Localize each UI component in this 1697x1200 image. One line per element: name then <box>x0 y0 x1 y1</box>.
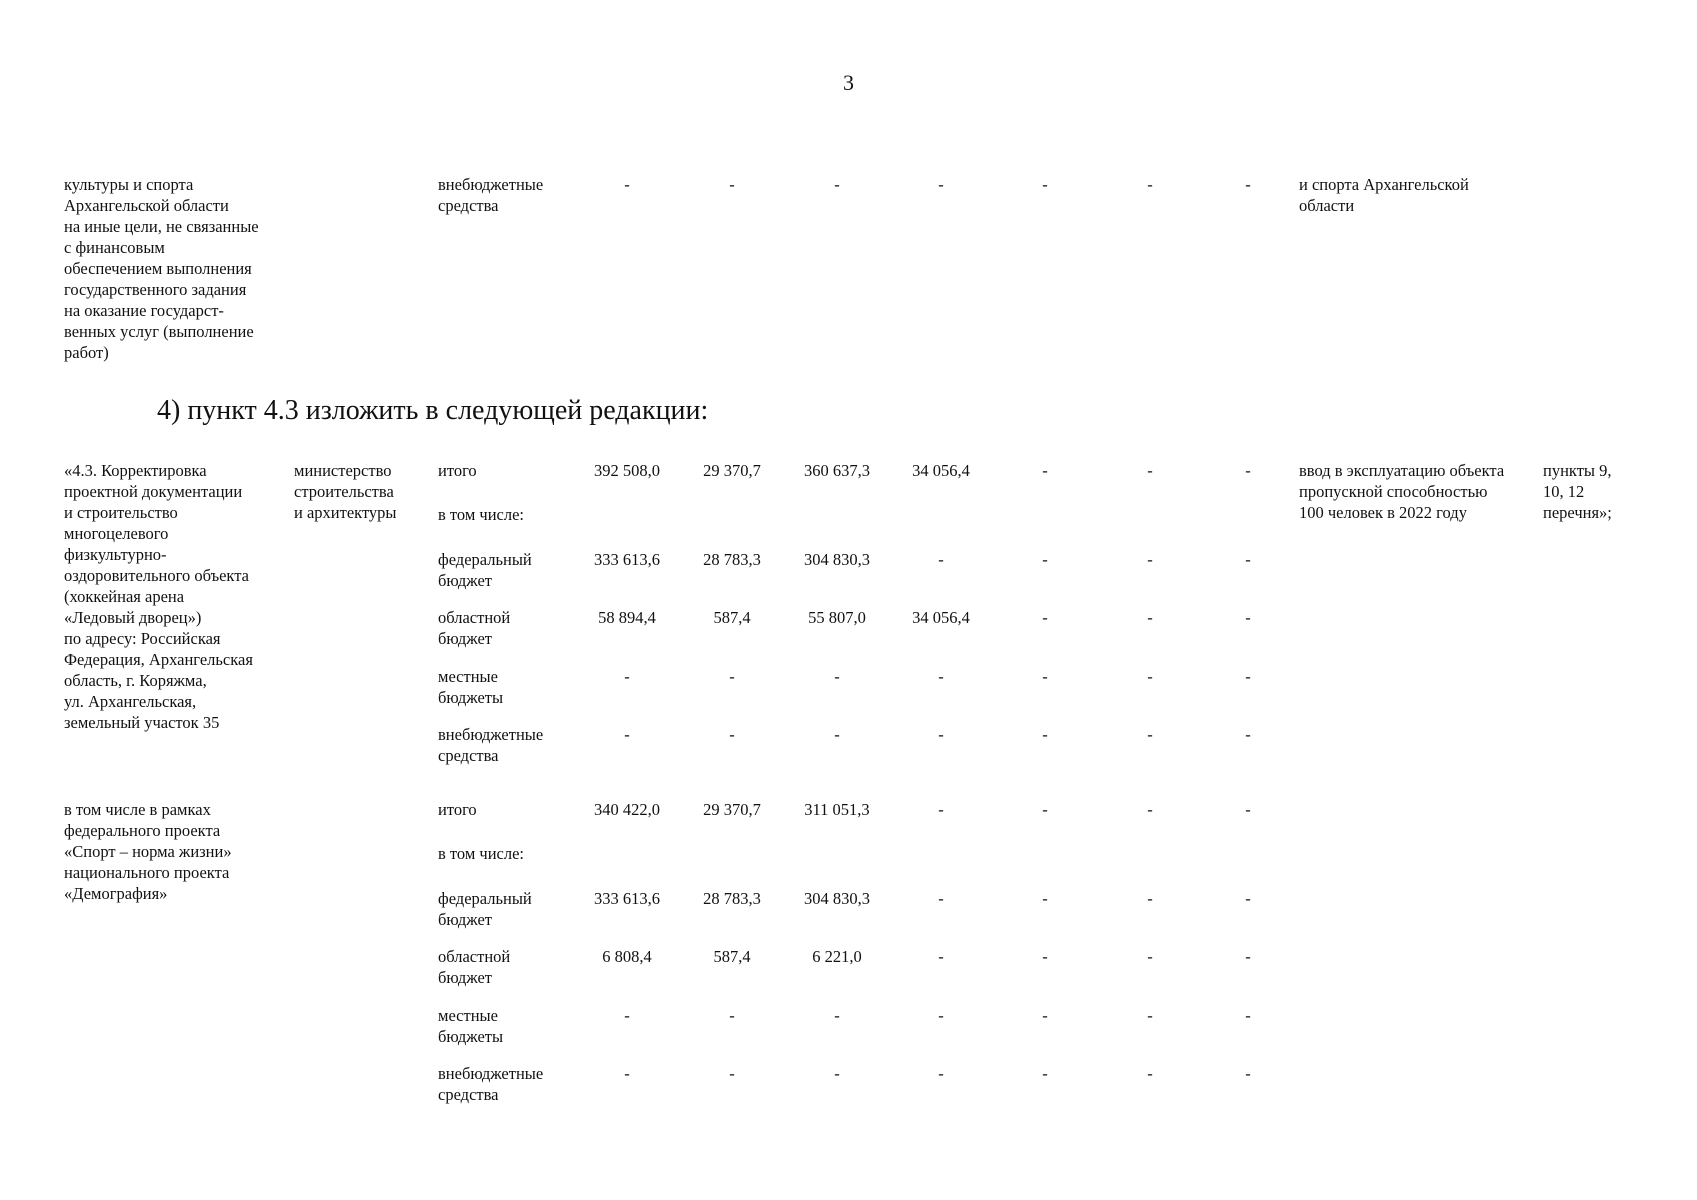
table-cell: - <box>624 667 630 686</box>
table-cell: - <box>624 1006 630 1025</box>
table-cell: 6 808,4 <box>602 947 652 966</box>
table-cell: - <box>1245 550 1251 569</box>
section1-measure: «4.3. Корректировка проектной документации и строительство многоцелевого физкультурно- оздоровительного объекта (хоккейная арена «Ледовый дворец») по адресу: Российская Федерация, Архангельская область, г. Коряжма, ул. Архангельская, земельный участок 35 <box>64 461 253 732</box>
funding-source-label: местные бюджеты <box>438 667 504 707</box>
section2-measure: в том числе в рамках федерального проекта «Спорт – норма жизни» национального проекта «Демография» <box>64 800 232 903</box>
top-row-value: - <box>1042 175 1048 194</box>
table-cell: - <box>1245 725 1251 744</box>
table-cell: - <box>1147 461 1153 480</box>
page-number: 3 <box>843 70 854 95</box>
top-row-value: - <box>1245 175 1251 194</box>
funding-source-label: внебюджетные средства <box>438 1064 544 1104</box>
top-row-value: - <box>834 175 840 194</box>
table-cell: 28 783,3 <box>703 889 761 908</box>
table-cell: - <box>938 725 944 744</box>
top-row-value: - <box>1147 175 1153 194</box>
table-cell: - <box>1042 550 1048 569</box>
table-cell: - <box>938 889 944 908</box>
top-row-result: и спорта Архангельской области <box>1299 175 1469 215</box>
table-cell: - <box>1042 800 1048 819</box>
table-cell: - <box>729 667 735 686</box>
funding-source-label: федеральный бюджет <box>438 550 532 590</box>
section1-executor: министерство строительства и архитектуры <box>294 461 397 522</box>
table-cell: - <box>1042 725 1048 744</box>
table-cell: - <box>834 1064 840 1083</box>
funding-source-label: итого <box>438 461 477 480</box>
table-cell: - <box>938 1006 944 1025</box>
table-cell: - <box>729 725 735 744</box>
table-cell: 311 051,3 <box>804 800 870 819</box>
table-cell: - <box>729 1064 735 1083</box>
table-cell: 34 056,4 <box>912 608 970 627</box>
table-cell: - <box>1147 800 1153 819</box>
funding-source-label: в том числе: <box>438 844 525 863</box>
table-cell: - <box>1147 725 1153 744</box>
table-cell: 6 221,0 <box>812 947 862 966</box>
funding-source-label: федеральный бюджет <box>438 889 532 929</box>
table-cell: - <box>1245 889 1251 908</box>
table-cell: 392 508,0 <box>594 461 660 480</box>
top-row-value: - <box>938 175 944 194</box>
table-cell: 29 370,7 <box>703 800 761 819</box>
table-cell: - <box>1245 461 1251 480</box>
table-cell: - <box>938 947 944 966</box>
table-cell: - <box>624 1064 630 1083</box>
table-cell: - <box>1147 667 1153 686</box>
section-heading: 4) пункт 4.3 изложить в следующей редакции: <box>157 395 709 426</box>
table-cell: 304 830,3 <box>804 889 870 908</box>
table-cell: - <box>938 1064 944 1083</box>
table-cell: - <box>1042 1064 1048 1083</box>
table-cell: - <box>938 800 944 819</box>
table-cell: - <box>834 1006 840 1025</box>
table-cell: - <box>1245 667 1251 686</box>
funding-source-label: областной бюджет <box>438 947 511 987</box>
table-cell: - <box>1147 608 1153 627</box>
table-cell: - <box>624 725 630 744</box>
table-cell: - <box>834 667 840 686</box>
table-cell: - <box>1245 1006 1251 1025</box>
table-cell: - <box>1042 889 1048 908</box>
table-cell: - <box>1245 608 1251 627</box>
table-cell: 34 056,4 <box>912 461 970 480</box>
table-cell: - <box>1147 1064 1153 1083</box>
table-cell: - <box>938 550 944 569</box>
table-cell: 333 613,6 <box>594 889 660 908</box>
table-cell: - <box>1147 550 1153 569</box>
table-cell: - <box>1245 800 1251 819</box>
table-cell: 587,4 <box>713 947 751 966</box>
funding-source-label: итого <box>438 800 477 819</box>
table-cell: - <box>729 1006 735 1025</box>
table-cell: - <box>938 667 944 686</box>
table-cell: - <box>1147 947 1153 966</box>
table-cell: - <box>834 725 840 744</box>
table-cell: - <box>1147 889 1153 908</box>
funding-source-label: местные бюджеты <box>438 1006 504 1046</box>
table-cell: 55 807,0 <box>808 608 866 627</box>
table-cell: - <box>1245 1064 1251 1083</box>
table-cell: 333 613,6 <box>594 550 660 569</box>
top-row-value: - <box>624 175 630 194</box>
table-cell: - <box>1042 608 1048 627</box>
table-cell: 360 637,3 <box>804 461 870 480</box>
section1-ref: пункты 9, 10, 12 перечня»; <box>1543 461 1612 522</box>
table-cell: - <box>1042 947 1048 966</box>
table-cell: - <box>1245 947 1251 966</box>
funding-source-label: в том числе: <box>438 505 525 524</box>
funding-source-label: внебюджетные средства <box>438 725 544 765</box>
table-cell: - <box>1042 461 1048 480</box>
top-row-value: - <box>729 175 735 194</box>
table-cell: 58 894,4 <box>598 608 656 627</box>
table-cell: 340 422,0 <box>594 800 660 819</box>
table-cell: - <box>1042 1006 1048 1025</box>
table-cell: 29 370,7 <box>703 461 761 480</box>
funding-source-label: областной бюджет <box>438 608 511 648</box>
table-cell: - <box>1042 667 1048 686</box>
section1-result: ввод в эксплуатацию объекта пропускной способностью 100 человек в 2022 году <box>1299 461 1505 522</box>
table-cell: - <box>1147 1006 1153 1025</box>
table-cell: 28 783,3 <box>703 550 761 569</box>
table-cell: 304 830,3 <box>804 550 870 569</box>
table-cell: 587,4 <box>713 608 751 627</box>
top-row-source: внебюджетные средства <box>438 175 544 215</box>
top-row-measure: культуры и спорта Архангельской области на иные цели, не связанные с финансовым обеспечением выполнения государственного задания на оказание государст- венных услуг (выполнение работ) <box>64 175 259 362</box>
